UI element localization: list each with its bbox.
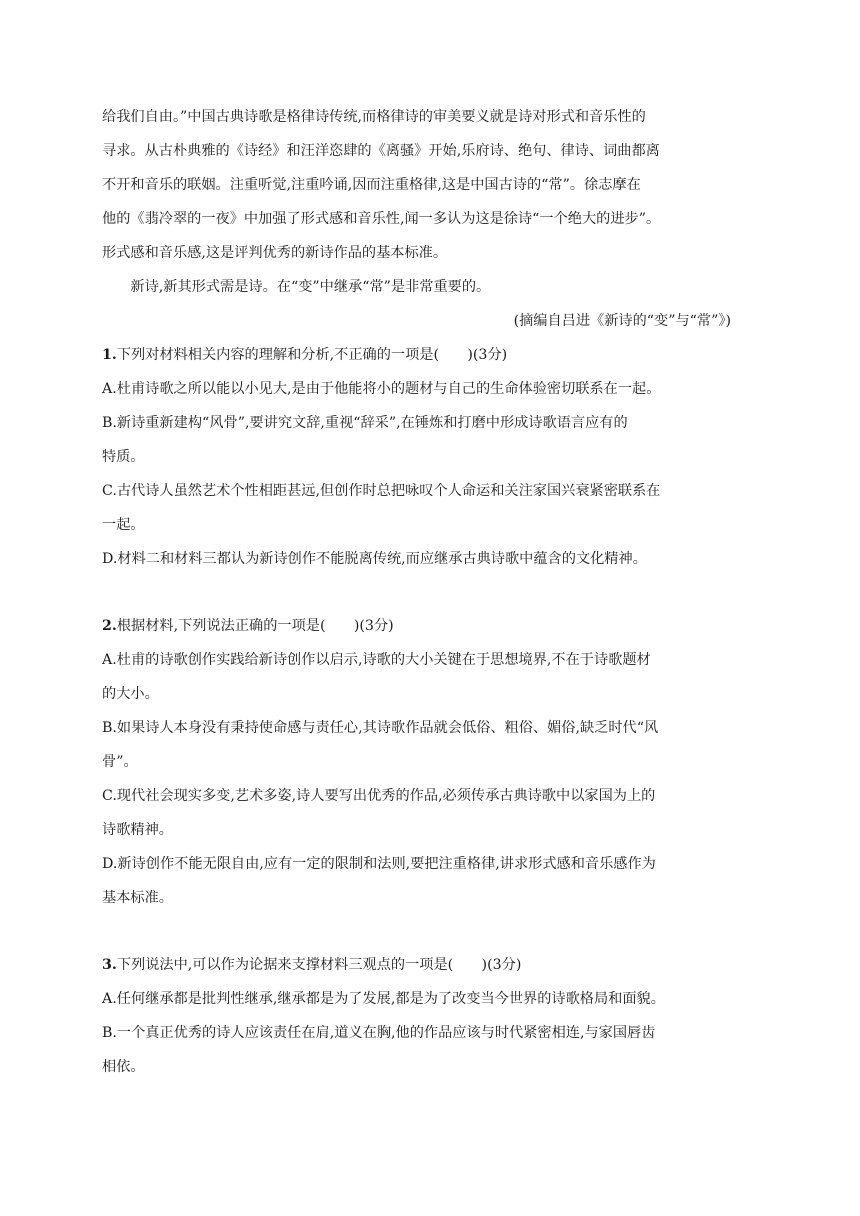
- option-c-line: 诗歌精神。: [102, 822, 173, 838]
- spacer: [102, 576, 731, 609]
- option-a-line: A.杜甫诗歌之所以能以小见大,是由于他能将小的题材与自己的生命体验密切联系在一起。: [102, 381, 661, 397]
- question-number: 2.: [102, 618, 117, 634]
- question-stem: [102, 338, 731, 372]
- option-b-line: B.一个真正优秀的诗人应该责任在肩,道义在胸,他的作品应该与时代紧密相连,与家国唇齿: [102, 1025, 656, 1041]
- question-stem-text: 根据材料,下列说法正确的一项是( )(3分): [116, 618, 394, 634]
- question-stem-text: 下列说法中,可以作为论据来支撑材料三观点的一项是( )(3分): [116, 957, 522, 973]
- option-d-line: D.新诗创作不能无限自由,应有一定的限制和法则,要把注重格律,讲求形式感和音乐感作为: [102, 856, 656, 872]
- question-stem-text: 下列对材料相关内容的理解和分析,不正确的一项是( )(3分): [116, 347, 508, 363]
- option-b-line: B.新诗重新建构“风骨”,要讲究文辞,重视“辞采”,在锤炼和打磨中形成诗歌语言应有的: [102, 415, 628, 431]
- option-b-line: 相依。: [102, 1059, 145, 1075]
- question-3: [102, 948, 731, 1084]
- question-2: [102, 609, 731, 915]
- passage-line: 形式感和音乐感,这是评判优秀的新诗作品的基本标准。: [102, 245, 448, 261]
- option-d-line: 基本标准。: [102, 890, 173, 906]
- passage-line: 给我们自由。”中国古典诗歌是格律诗传统,而格律诗的审美要义就是诗对形式和音乐性的: [102, 109, 646, 125]
- question-stem: [102, 948, 731, 982]
- option-a-line: A.杜甫的诗歌创作实践给新诗创作以启示,诗歌的大小关键在于思想境界,不在于诗歌题材: [102, 652, 651, 668]
- option-a-line: A.任何继承都是批判性继承,继承都是为了发展,都是为了改变当今世界的诗歌格局和面貌。: [102, 991, 665, 1007]
- option-b-line: B.如果诗人本身没有秉持使命感与责任心,其诗歌作品就会低俗、粗俗、媚俗,缺乏时代“风: [102, 720, 659, 736]
- option-a-line: 的大小。: [102, 686, 159, 702]
- question-number: 3.: [102, 957, 117, 973]
- passage-line: 寻求。从古朴典雅的《诗经》和汪洋恣肆的《离骚》开始,乐府诗、绝句、律诗、词曲都离: [102, 143, 660, 159]
- passage-source: (摘编自吕进《新诗的“变”与“常”》): [513, 313, 731, 329]
- option-d-line: D.材料二和材料三都认为新诗创作不能脱离传统,而应继承古典诗歌中蕴含的文化精神。: [102, 551, 647, 567]
- option-c-line: C.古代诗人虽然艺术个性相距甚远,但创作时总把咏叹个人命运和关注家国兴衰紧密联系在: [102, 483, 661, 499]
- passage-line: 不开和音乐的联姻。注重听觉,注重吟诵,因而注重格律,这是中国古诗的“常”。徐志摩在: [102, 177, 641, 193]
- document-page: [102, 100, 731, 1084]
- passage-line: 他的《翡冷翠的一夜》中加强了形式感和音乐性,闻一多认为这是徐诗“一个绝大的进步”。: [102, 211, 661, 227]
- option-c-line: C.现代社会现实多变,艺术多姿,诗人要写出优秀的作品,必须传承古典诗歌中以家国为上的: [102, 788, 656, 804]
- question-1: [102, 338, 731, 576]
- option-c-line: 一起。: [102, 517, 145, 533]
- option-b-line: 特质。: [102, 449, 145, 465]
- question-number: 1.: [102, 347, 117, 363]
- passage-paragraph-2: 新诗,新其形式需是诗。在“变”中继承“常”是非常重要的。: [130, 279, 491, 295]
- question-stem: [102, 609, 731, 643]
- option-b-line: 骨”。: [102, 754, 138, 770]
- passage-paragraph-1: [102, 100, 731, 270]
- spacer: [102, 915, 731, 948]
